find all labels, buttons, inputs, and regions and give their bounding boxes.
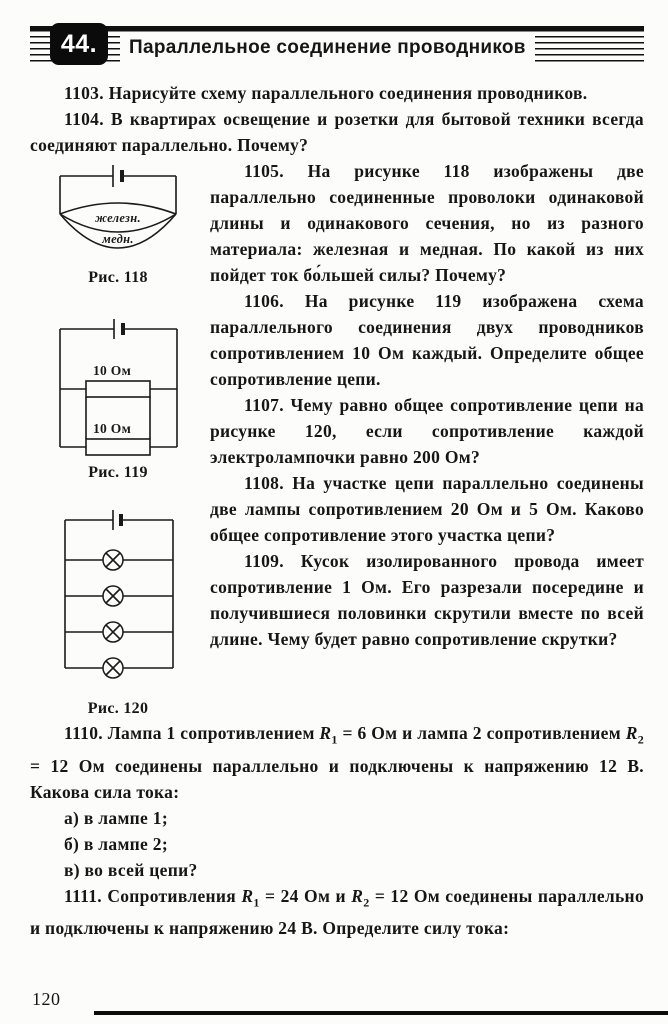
- footer-divider-line: [94, 1011, 668, 1015]
- subscript: 2: [637, 732, 644, 747]
- problem-text: Кусок изолированного провода имеет сопротивление 1 Ом. Его разрезали посередине и получившиеся половинки скрутили вместе по всей длине. Чему будет равно сопротивление скрутки?: [210, 551, 644, 649]
- problem-text-part: = 6 Ом и лампа 2 сопротивлением: [337, 723, 626, 743]
- resistance-symbol: R: [241, 885, 254, 906]
- fig119-caption: Рис. 119: [88, 464, 148, 481]
- figure-119: [40, 319, 196, 484]
- fig118-caption: Рис. 118: [88, 269, 148, 286]
- subscript: 2: [363, 895, 370, 909]
- chapter-title: Параллельное соединение проводников: [120, 32, 535, 64]
- figures-column: [30, 158, 210, 720]
- battery-icon: [60, 165, 176, 187]
- figures-and-text-region: [30, 158, 644, 720]
- fig120-circuit-diagram: [53, 510, 183, 695]
- resistance-symbol: R: [625, 723, 638, 743]
- iron-wire-label: железн.: [95, 211, 141, 225]
- problem-1104: [30, 106, 644, 158]
- problem-1111: [30, 883, 644, 942]
- chapter-header: [30, 26, 644, 66]
- problem-1109: [210, 548, 644, 652]
- fig119-circuit-diagram: [46, 319, 191, 459]
- battery-icon: [60, 319, 177, 339]
- problem-number: 1107.: [244, 395, 284, 415]
- problem-text-part: = 12 Ом соединены параллельно и подключены к напряжению 24 В. Определите силу тока:: [30, 885, 644, 938]
- chapter-number-badge: 44.: [50, 23, 108, 65]
- problem-1107: [210, 392, 644, 470]
- problem-number: 1111.: [64, 885, 102, 906]
- problem-text-part: Лампа 1 сопротивлением: [107, 723, 320, 743]
- problem-text: Нарисуйте схему параллельного соединения проводников.: [108, 83, 588, 103]
- resistance-symbol: R: [351, 885, 364, 906]
- fig118-circuit-diagram: [52, 164, 184, 264]
- lamp-icon: [103, 622, 123, 642]
- problem-1105: [210, 158, 644, 288]
- lamp-icon: [103, 658, 123, 678]
- resistor-1-label: 10 Ом: [92, 363, 131, 378]
- resistor-1-icon: [86, 381, 150, 397]
- resistor-2-label: 10 Ом: [92, 421, 131, 436]
- problem-1110-item-b: б) в лампе 2;: [64, 833, 168, 854]
- problem-text: На рисунке 119 изображена схема параллельного соединения двух проводников сопротивлением 10 Ом каждый. Определите общее сопротивление цепи.: [210, 291, 644, 389]
- lamp-icon: [103, 586, 123, 606]
- problem-1108: [210, 470, 644, 548]
- problem-1103: [30, 80, 644, 106]
- problem-number: 1109.: [244, 551, 284, 571]
- figure-118: [40, 164, 196, 289]
- page-number: 120: [32, 989, 61, 1009]
- problem-text-part: = 12 Ом соединены параллельно и подключены к напряжению 12 В. Какова сила тока:: [30, 755, 644, 802]
- lamp-icon: [103, 550, 123, 570]
- battery-icon: [65, 510, 173, 530]
- problems-column: [210, 158, 644, 652]
- problem-number: 1103.: [64, 83, 104, 103]
- problem-number: 1106.: [244, 291, 284, 311]
- resistor-2-icon: [86, 439, 150, 455]
- problem-text: На рисунке 118 изображены две параллельно соединенные проволоки одинаковой длины и одинакового сечения, но из разного материала: железная и медная. По какой из них пойдет ток бо́льшей силы? Почему?: [210, 161, 644, 285]
- problem-text: На участке цепи параллельно соединены две лампы сопротивлением 20 Ом и 5 Ом. Каково общее сопротивление этого участка цепи?: [210, 473, 644, 545]
- problem-text: В квартирах освещение и розетки для бытовой техники всегда соединяют параллельно. Почему?: [30, 109, 644, 155]
- problem-number: 1104.: [64, 109, 104, 129]
- fig120-caption: Рис. 120: [87, 700, 149, 717]
- subscript: 1: [253, 895, 260, 909]
- problem-text-part: = 24 Ом и: [259, 885, 352, 906]
- problem-text-part: Сопротивления: [107, 885, 242, 906]
- problem-1110: [30, 720, 644, 805]
- copper-wire-label: медн.: [102, 232, 134, 246]
- problem-1110-item-a: а) в лампе 1;: [64, 807, 168, 828]
- problem-number: 1105.: [244, 161, 284, 181]
- subscript: 1: [331, 732, 338, 747]
- problem-text: Чему равно общее сопротивление цепи на рисунке 120, если сопротивление каждой электролампочки равно 200 Ом?: [210, 395, 645, 467]
- resistance-symbol: R: [319, 723, 332, 743]
- figure-120: [40, 510, 196, 720]
- problem-number: 1108.: [244, 473, 284, 493]
- problem-1106: [210, 288, 644, 392]
- problem-1110-item-v: в) во всей цепи?: [64, 859, 198, 880]
- problem-number: 1110.: [64, 723, 103, 743]
